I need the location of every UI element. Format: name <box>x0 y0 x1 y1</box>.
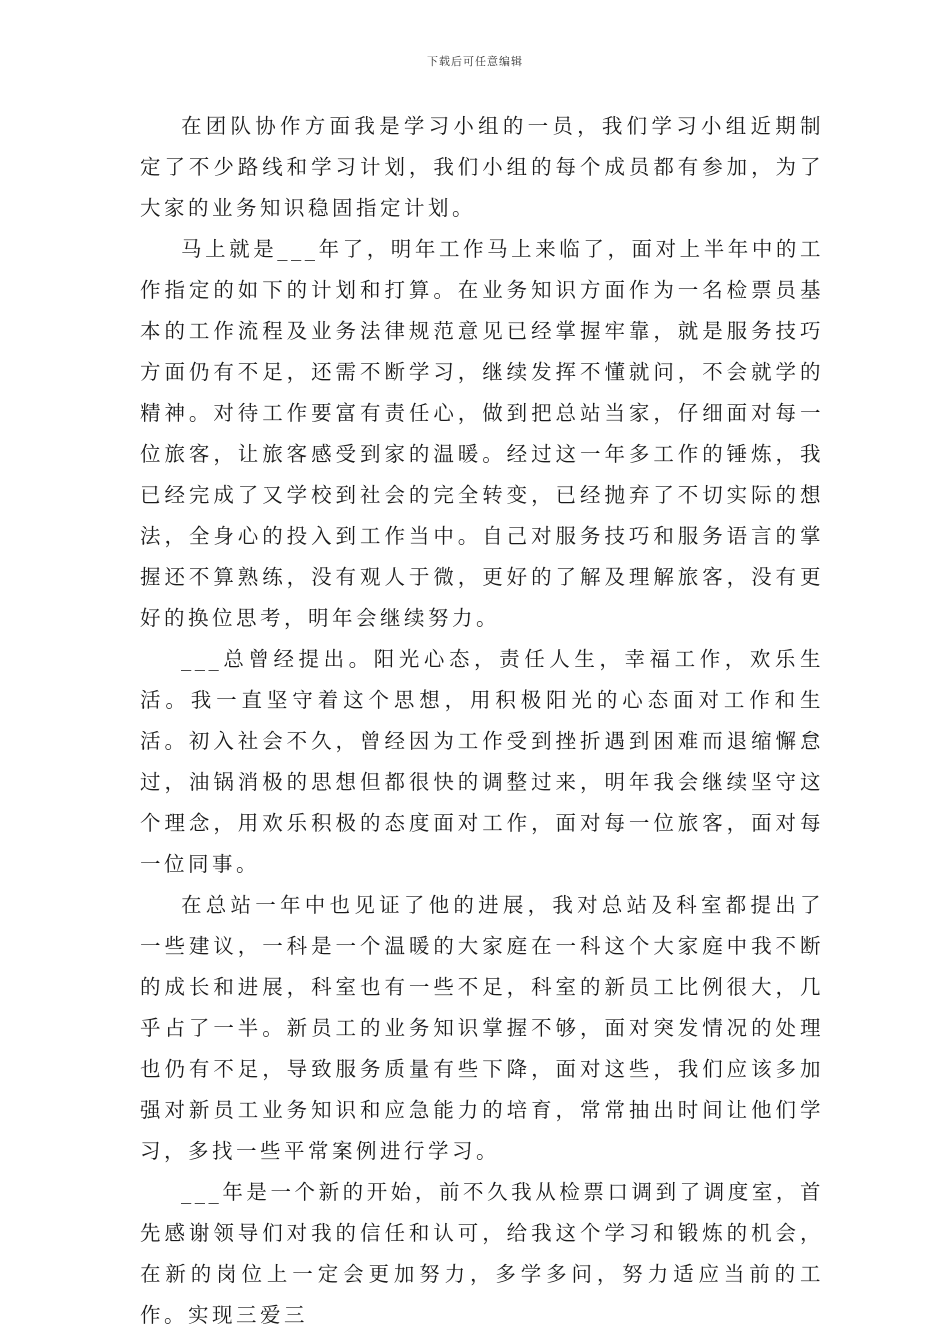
paragraph-3: ___总曾经提出。阳光心态，责任人生，幸福工作，欢乐生活。我一直坚守着这个思想，用积极阳光的心态面对工作和生活。初入社会不久，曾经因为工作受到挫折遇到困难而退缩懈怠过，油锅消极的思想但都很快的调整过来，明年我会继续坚守这个理念，用欢乐积极的态度面对工作，面对每一位旅客，面对每一位同事。 <box>140 647 824 876</box>
paragraph-5: ___年是一个新的开始，前不久我从检票口调到了调度室，首先感谢领导们对我的信任和认可，给我这个学习和锻炼的机会，在新的岗位上一定会更加努力，多学多问，努力适应当前的工作。实现三爱三 <box>140 1180 824 1327</box>
paragraph-1: 在团队协作方面我是学习小组的一员，我们学习小组近期制定了不少路线和学习计划，我们小组的每个成员都有参加，为了大家的业务知识稳固指定计划。 <box>140 114 824 220</box>
document-body <box>140 106 824 1336</box>
paragraph-2: 马上就是___年了，明年工作马上来临了，面对上半年中的工作指定的如下的计划和打算。在业务知识方面作为一名检票员基本的工作流程及业务法律规范意见已经掌握牢靠，就是服务技巧方面仍有不足，还需不断学习，继续发挥不懂就问，不会就学的精神。对待工作要富有责任心，做到把总站当家，仔细面对每一位旅客，让旅客感受到家的温暖。经过这一年多工作的锤炼，我已经完成了又学校到社会的完全转变，已经抛弃了不切实际的想法，全身心的投入到工作当中。自己对服务技巧和服务语言的掌握还不算熟练，没有观人于微，更好的了解及理解旅客，没有更好的换位思考，明年会继续努力。 <box>140 237 824 630</box>
paragraph-4: 在总站一年中也见证了他的进展，我对总站及科室都提出了一些建议，一科是一个温暖的大家庭在一科这个大家庭中我不断的成长和进展，科室也有一些不足，科室的新员工比例很大，几乎占了一半。新员工的业务知识掌握不够，面对突发情况的处理也仍有不足，导致服务质量有些下降，面对这些，我们应该多加强对新员工业务知识和应急能力的培育，常常抽出时间让他们学习，多找一些平常案例进行学习。 <box>140 893 824 1163</box>
page-header: 下载后可任意编辑 <box>427 55 523 68</box>
